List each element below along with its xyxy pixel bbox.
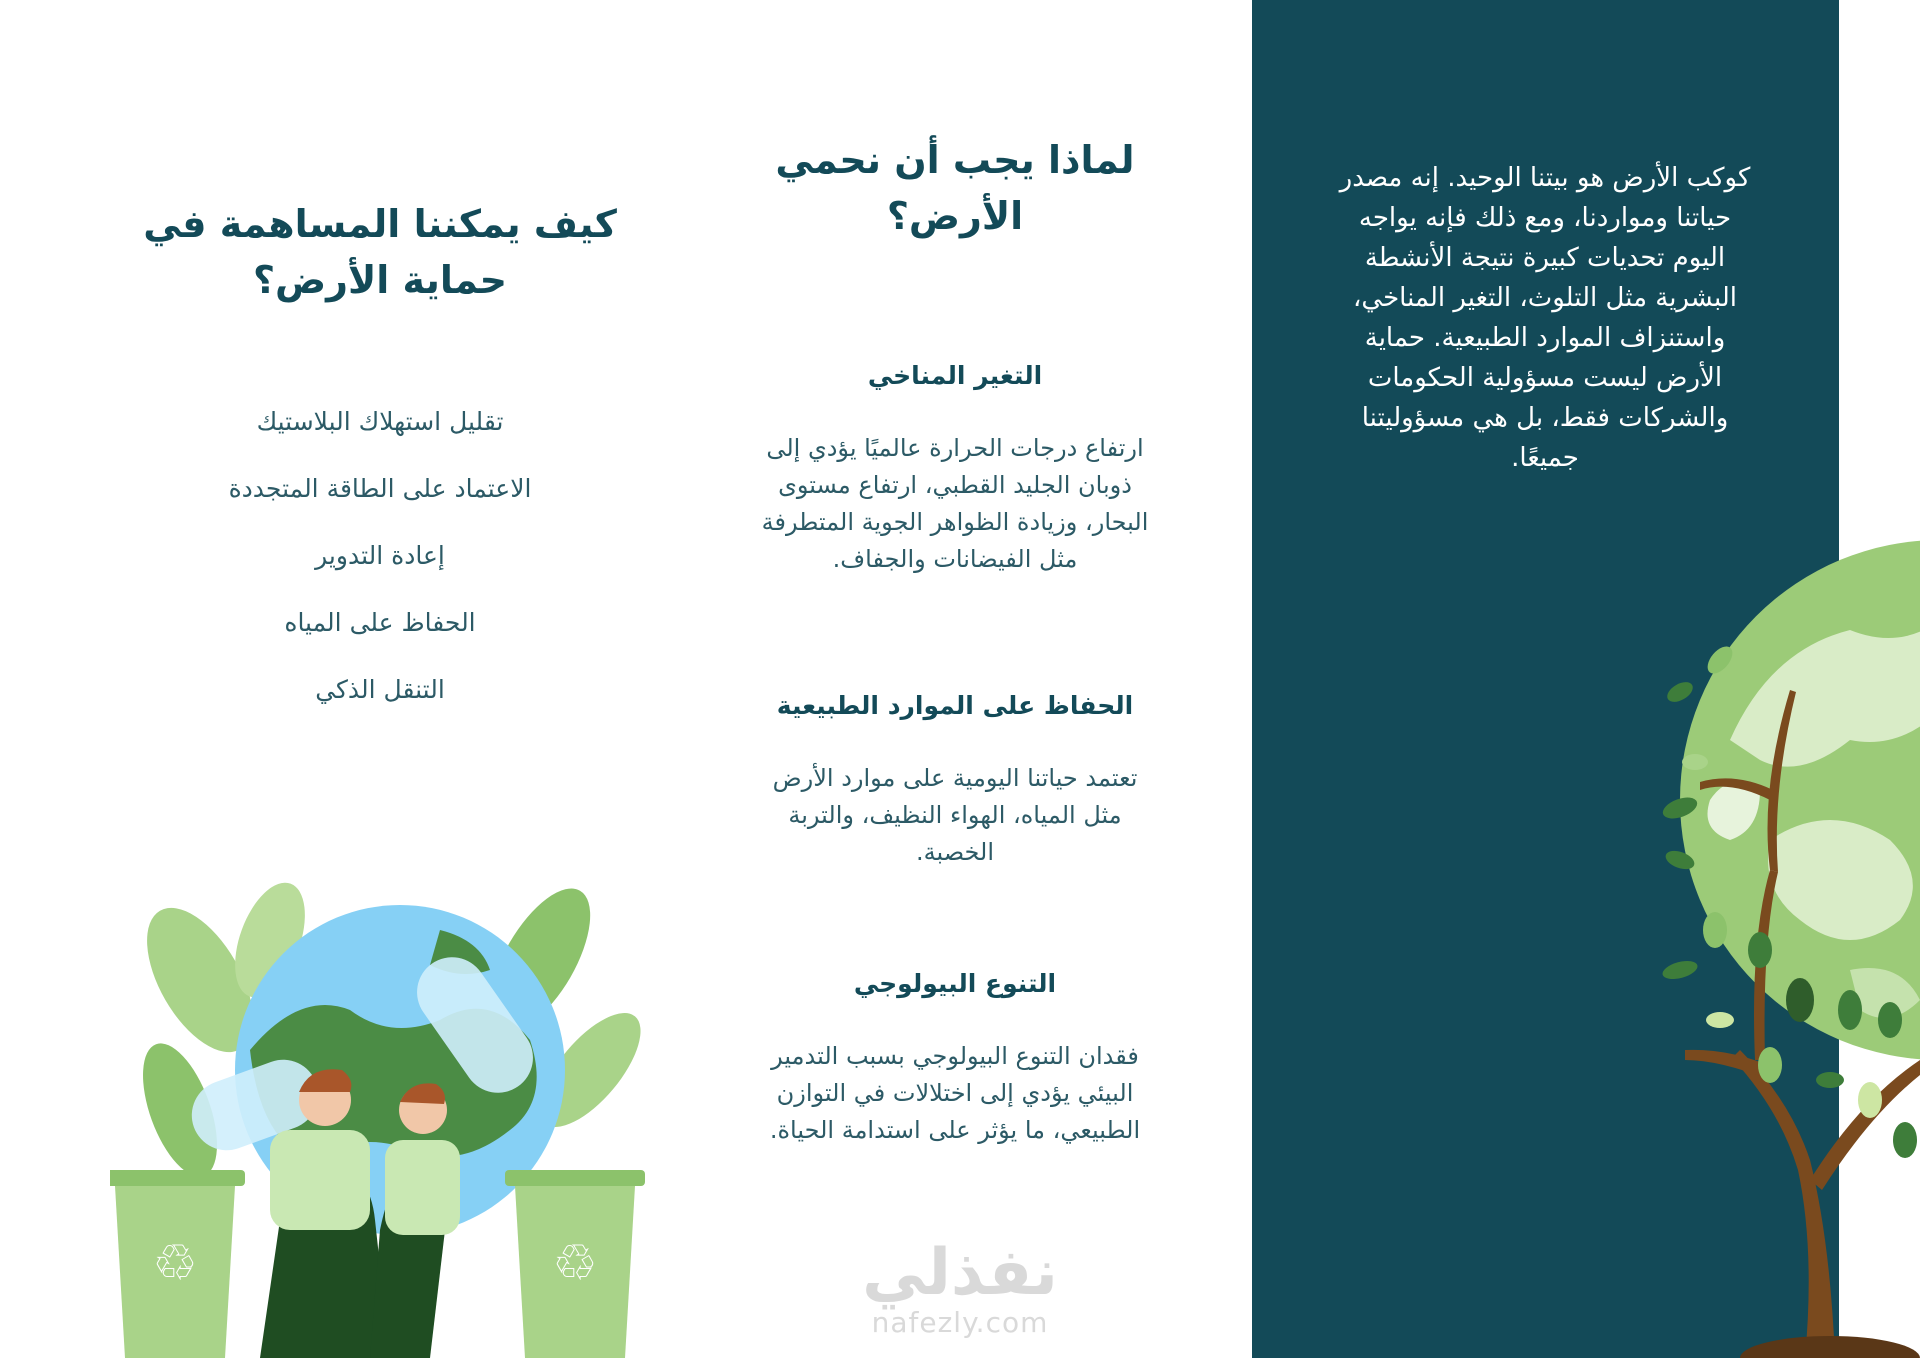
section-resources xyxy=(755,688,1155,871)
how-title: كيف يمكننا المساهمة في حماية الأرض؟ xyxy=(143,202,617,302)
section-body: تعتمد حياتنا اليومية على موارد الأرض مثل المياه، الهواء النظيف، والتربة الخصبة. xyxy=(772,764,1138,866)
watermark-latin: nafezly.com xyxy=(871,1306,1049,1339)
recycle-bin-icon xyxy=(505,1170,645,1358)
section-heading: الحفاظ على الموارد الطبيعية xyxy=(776,691,1134,720)
list-item: تقليل استهلاك البلاستيك xyxy=(256,407,504,436)
watermark-logo xyxy=(840,1238,1080,1338)
recycling-illustration xyxy=(110,870,650,1358)
list-item: التنقل الذكي xyxy=(315,675,445,704)
svg-text:♲: ♲ xyxy=(552,1234,598,1292)
section-body: فقدان التنوع البيولوجي بسبب التدمير البيئي يؤدي إلى اختلالات في التوازن الطبيعي، ما يؤثر على استدامة الحياة. xyxy=(769,1042,1141,1144)
earth-tree-illustration xyxy=(1470,540,1920,1358)
section-body: ارتفاع درجات الحرارة عالميًا يؤدي إلى ذوبان الجليد القطبي، ارتفاع مستوى البحار، وزيادة الظواهر الجوية المتطرفة مثل الفيضانات والجفاف. xyxy=(761,434,1149,573)
section-heading: التغير المناخي xyxy=(867,361,1043,390)
list-item: الاعتماد على الطاقة المتجددة xyxy=(228,474,532,503)
watermark-arabic: نفذلي xyxy=(862,1236,1058,1310)
section-climate xyxy=(755,358,1155,578)
tips-list xyxy=(130,404,630,739)
list-item: إعادة التدوير xyxy=(315,541,445,570)
intro-paragraph: كوكب الأرض هو بيتنا الوحيد. إنه مصدر حياتنا ومواردنا، ومع ذلك فإنه يواجه اليوم تحديات كبيرة نتيجة الأنشطة البشرية مثل التلوث، التغير المناخي، واستنزاف الموارد الطبيعية. حماية الأرض ليست مسؤولية الحكومات والشركات فقط، بل هي مسؤوليتنا جميعًا. xyxy=(1339,163,1751,473)
section-biodiversity xyxy=(755,966,1155,1149)
recycle-bin-icon xyxy=(110,1170,245,1358)
svg-text:♲: ♲ xyxy=(152,1234,198,1292)
list-item: الحفاظ على المياه xyxy=(284,608,476,637)
section-heading: التنوع البيولوجي xyxy=(853,969,1057,998)
why-title: لماذا يجب أن نحمي الأرض؟ xyxy=(775,138,1135,238)
